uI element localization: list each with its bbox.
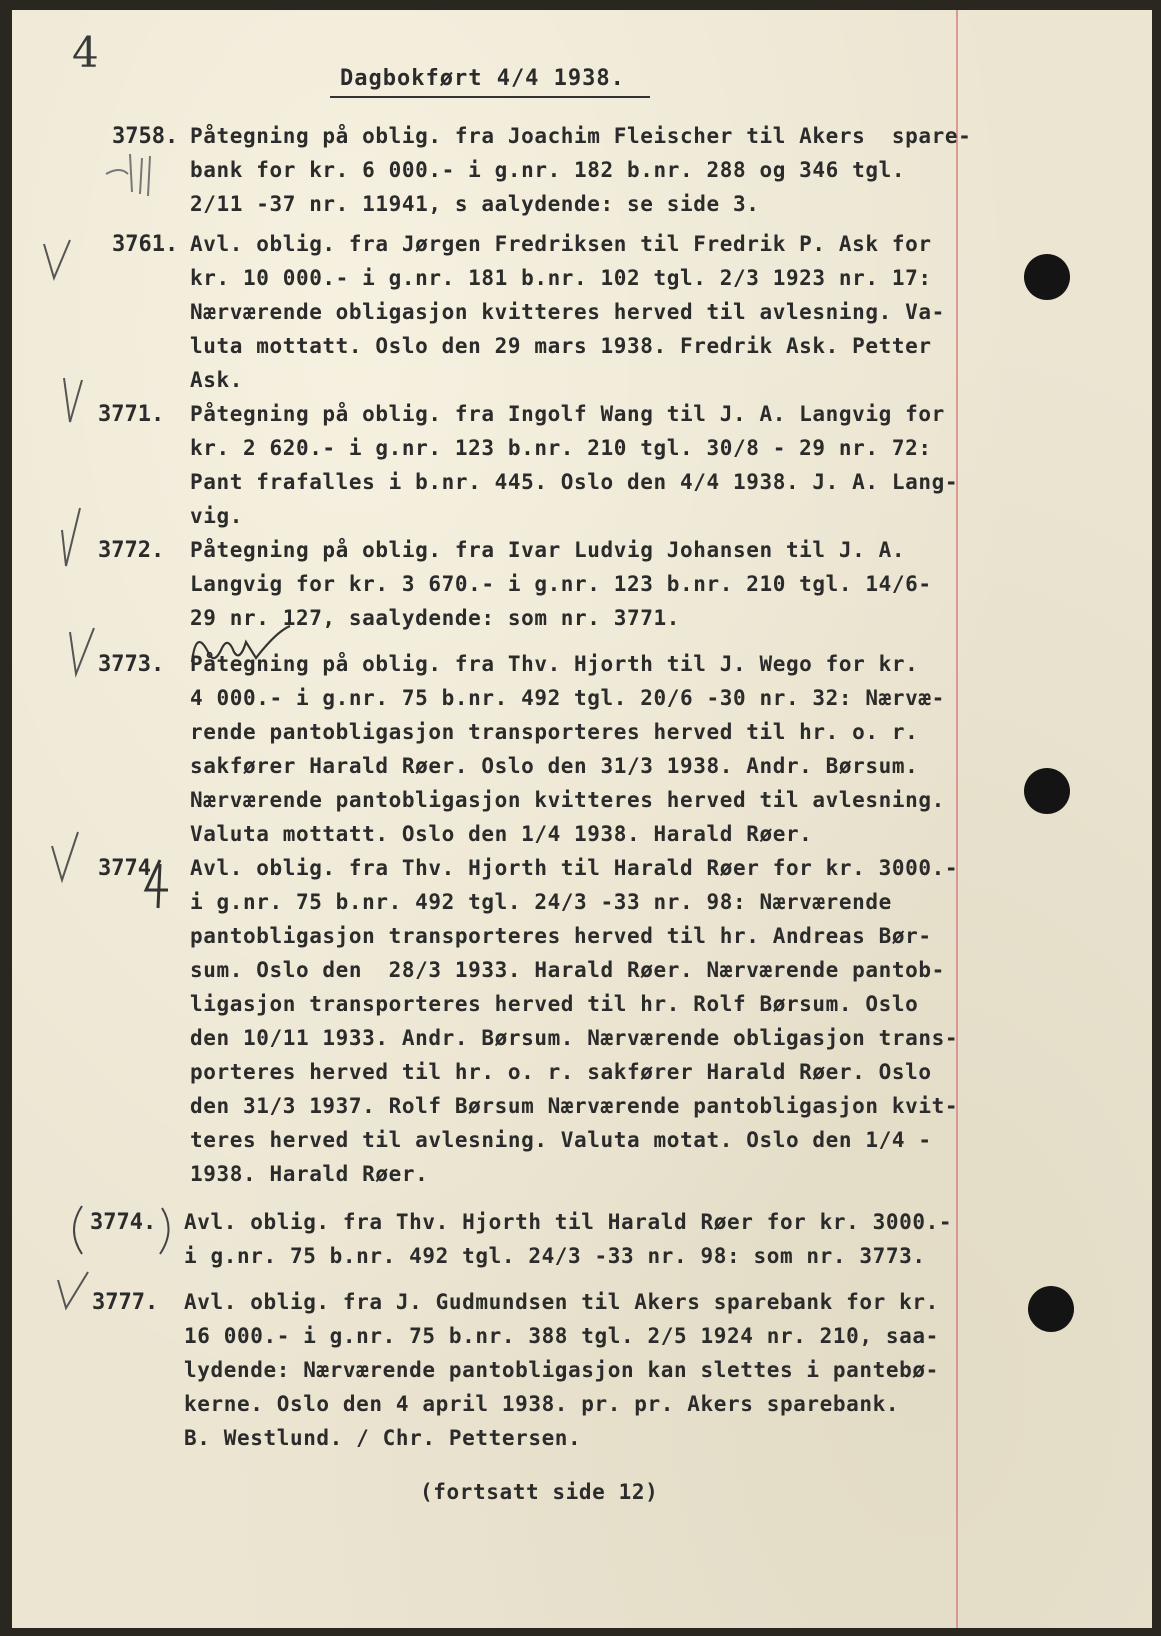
entry-line: porteres herved til hr. o. r. sakfører Harald Røer. Oslo [190, 1060, 932, 1084]
entry-line: teres herved til avlesning. Valuta motat. Oslo den 1/4 - [190, 1128, 932, 1152]
entry-line: 1938. Harald Røer. [190, 1162, 429, 1186]
check-mark [60, 374, 90, 426]
continuation-note: (fortsatt side 12) [420, 1480, 659, 1504]
entry-line: vig. [190, 504, 243, 528]
punch-hole [1024, 768, 1070, 814]
entry-line: Langvig for kr. 3 670.- i g.nr. 123 b.nr. 210 tgl. 14/6- [190, 572, 932, 596]
check-mark [66, 624, 100, 680]
entry-number: 3771. [98, 402, 165, 427]
entry-line: Påtegning på oblig. fra Joachim Fleischer til Akers spare- [190, 124, 972, 148]
entry-line: Påtegning på oblig. fra Ingolf Wang til J. A. Langvig for [190, 402, 945, 426]
entry-number: 3772. [98, 538, 165, 563]
entry-line: sum. Oslo den 28/3 1933. Harald Røer. Nærværende pantob- [190, 958, 945, 982]
entry-line: luta mottatt. Oslo den 29 mars 1938. Fredrik Ask. Petter [190, 334, 932, 358]
punch-hole [1024, 254, 1070, 300]
entry-number: 3758. [112, 124, 179, 149]
entry-line: sakfører Harald Røer. Oslo den 31/3 1938. Andr. Børsum. [190, 754, 919, 778]
entry-line: Nærværende pantobligasjon kvitteres herved til avlesning. [190, 788, 945, 812]
entry-line: kr. 2 620.- i g.nr. 123 b.nr. 210 tgl. 30/8 - 29 nr. 72: [190, 436, 932, 460]
entry-line: Ask. [190, 368, 243, 392]
entry-line: ligasjon transporteres herved til hr. Rolf Børsum. Oslo [190, 992, 919, 1016]
entry-line: lydende: Nærværende pantobligasjon kan slettes i pantebø- [184, 1358, 939, 1382]
entry-number: 3773. [98, 652, 165, 677]
entry-line: 29 nr. 127, saalydende: som nr. 3771. [190, 606, 680, 630]
entry-line: kerne. Oslo den 4 april 1938. pr. pr. Akers sparebank. [184, 1392, 900, 1416]
entry-line: kr. 10 000.- i g.nr. 181 b.nr. 102 tgl. 2/3 1923 nr. 17: [190, 266, 932, 290]
entry-number: 3761. [112, 232, 179, 257]
document-page [12, 10, 1152, 1628]
entry-line: den 31/3 1937. Rolf Børsum Nærværende pantobligasjon kvit- [190, 1094, 959, 1118]
check-mark [40, 238, 80, 288]
entry-line: Valuta mottatt. Oslo den 1/4 1938. Harald Røer. [190, 822, 813, 846]
handwritten-initials-mark [102, 144, 172, 204]
entry-line: B. Westlund. / Chr. Pettersen. [184, 1426, 582, 1450]
entry-number: 3774 [98, 856, 151, 881]
entry-line: Pant frafalles i b.nr. 445. Oslo den 4/4 1938. J. A. Lang- [190, 470, 959, 494]
entry-line: 4 000.- i g.nr. 75 b.nr. 492 tgl. 20/6 -30 nr. 32: Nærvæ- [190, 686, 945, 710]
page-number: 4 [72, 28, 99, 77]
entry-number: 3774. [90, 1210, 157, 1235]
entry-line: Påtegning på oblig. fra Ivar Ludvig Johansen til J. A. [190, 538, 906, 562]
entry-line: rende pantobligasjon transporteres herved til hr. o. r. [190, 720, 919, 744]
check-mark [58, 504, 88, 570]
entry-line: bank for kr. 6 000.- i g.nr. 182 b.nr. 288 og 346 tgl. [190, 158, 906, 182]
entry-number: 3777. [92, 1290, 159, 1315]
entry-line: 2/11 -37 nr. 11941, s aalydende: se side 3. [190, 192, 760, 216]
page-header: Dagbokført 4/4 1938. [340, 66, 625, 91]
entry-line: i g.nr. 75 b.nr. 492 tgl. 24/3 -33 nr. 98: som nr. 3773. [184, 1244, 926, 1268]
header-underline [330, 96, 650, 98]
punch-hole [1028, 1286, 1074, 1332]
entry-line: Avl. oblig. fra J. Gudmundsen til Akers sparebank for kr. [184, 1290, 939, 1314]
margin-rule [956, 10, 958, 1628]
entry-line: Avl. oblig. fra Thv. Hjorth til Harald Røer for kr. 3000.- [184, 1210, 953, 1234]
entry-line: pantobligasjon transporteres herved til hr. Andreas Bør- [190, 924, 932, 948]
entry-line: den 10/11 1933. Andr. Børsum. Nærværende obligasjon trans- [190, 1026, 959, 1050]
entry-line: Avl. oblig. fra Jørgen Fredriksen til Fredrik P. Ask for [190, 232, 932, 256]
entry-line: 16 000.- i g.nr. 75 b.nr. 388 tgl. 2/5 1924 nr. 210, saa- [184, 1324, 939, 1348]
check-mark [48, 828, 84, 884]
check-mark [54, 1268, 94, 1312]
entry-line: Nærværende obligasjon kvitteres herved til avlesning. Va- [190, 300, 945, 324]
entry-line: Påtegning på oblig. fra Thv. Hjorth til J. Wego for kr. [190, 652, 919, 676]
entry-line: Avl. oblig. fra Thv. Hjorth til Harald Røer for kr. 3000.- [190, 856, 959, 880]
entry-line: i g.nr. 75 b.nr. 492 tgl. 24/3 -33 nr. 98: Nærværende [190, 890, 892, 914]
